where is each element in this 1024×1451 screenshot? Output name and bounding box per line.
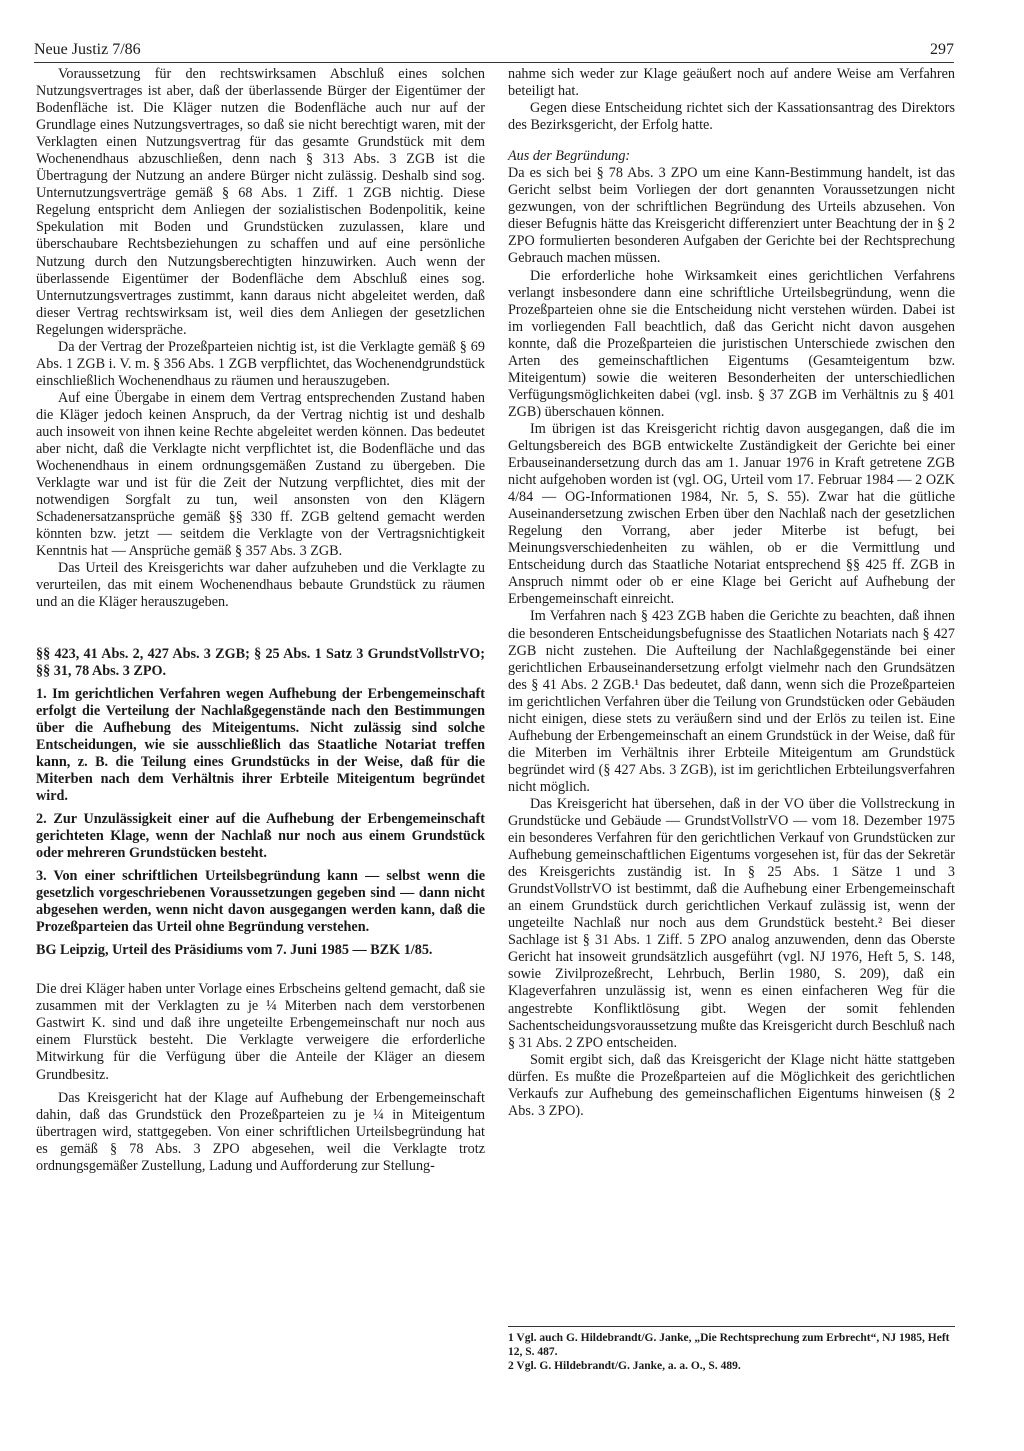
headnotes <box>36 686 485 960</box>
right-column <box>508 66 955 1120</box>
paragraph: Voraussetzung für den rechtswirksamen Abschluß eines solchen Nutzungsvertrages ist aber, daß der überlassende Bürger der Eigentümer der Bodenfläche ist. Die Kläger nutzen die Bodenfläche auch nur auf der Grundlage eines Nutzungsvertrages, so daß sie nicht berechtigt waren, mit der Verklagten einen Nutzungsvertrag für das gesamte Grundstück mit dem Wochenendhaus abzuschließen, denn nach § 313 Abs. 3 ZGB ist die Übertragung der Nutzung an andere Bürger nicht zulässig. Deshalb sind sog. Unternutzungsverträge gemäß § 68 Abs. 1 Ziff. 1 ZGB nichtig. Diese Regelung entspricht dem Anliegen der sozialistischen Bodenpolitik, keine Spekulation mit Boden und Grundstücken zuzulassen, klare und überschaubare Rechtsbeziehungen zu schaffen und auf eine persönliche Nutzung durch den Nutzungsberechtigten hinzuwirken. Auch wenn der überlassende Eigentümer der Bodenfläche dem Abschluß eines sog. Unternutzungsvertrages zustimmt, kann daraus nicht abgeleitet werden, daß dieser Vertrag rechtswirksam ist, weil dies dem Anliegen der gesetzlichen Regelungen widerspräche. <box>36 66 485 338</box>
headnote-3: 3. Von einer schriftlichen Urteilsbegründung kann — selbst wenn die gesetzlich vorgeschriebenen Voraussetzungen gegeben sind — dann nicht abgesehen werden, wenn nicht davon ausgegangen werden kann, daß die Prozeßparteien das Urteil ohne Begründung verstehen. <box>36 868 485 936</box>
paragraph: Im übrigen ist das Kreisgericht richtig davon ausgegangen, daß die im Geltungsbereich des BGB entwickelte Zuständigkeit der Gerichte bei einer Erbauseinandersetzung durch das am 1. Januar 1976 in Kraft getretene ZGB nicht aufgehoben worden ist (vgl. OG, Urteil vom 17. Februar 1984 — 2 OZK 4/84 — OG-Informationen 1984, Nr. 5, S. 55). Zwar hat die gütliche Auseinandersetzung zwischen Erben über den Nachlaß nach der gesetzlichen Regelung den Vorrang, aber jeder Miterbe ist befugt, bei Meinungsverschiedenheiten zu wählen, ob er die Vermittlung und Entscheidung durch das Staatliche Notariat entsprechend §§ 425 ff. ZGB in Anspruch nimmt oder ob er eine Klage bei Gericht auf Aufhebung der Erbengemeinschaft einreicht. <box>508 420 955 608</box>
paragraph: Im Verfahren nach § 423 ZGB haben die Gerichte zu beachten, daß ihnen die besonderen Entscheidungsbefugnisse des Staatlichen Notariats nach § 427 ZGB nicht zustehen. Die Aufteilung der Nachlaßgegenstände bei einer gerichtlichen Erbauseinandersetzung erfolgt vielmehr nach den Grundsätzen des § 41 Abs. 2 ZGB.¹ Das bedeutet, daß dann, wenn sich die Prozeßparteien im gerichtlichen Verfahren über die Teilung von Grundstücken oder Gebäuden nicht einigen, diese stets zu veräußern sind und der Erlös zu teilen ist. Eine Aufhebung der Erbengemeinschaft an einem Grundstück in der Weise, daß für die Miterben im Verhältnis ihrer Erbteile Miteigentum am Grundstück begründet wird (§ 427 Abs. 3 ZGB), ist im gerichtlichen Erbteilungsverfahren nicht möglich. <box>508 608 955 795</box>
paragraph: Das Urteil des Kreisgerichts war daher aufzuheben und die Verklagte zu verurteilen, das mit einem Wochenendhaus bebaute Grundstück zu räumen und an die Kläger herauszugeben. <box>36 560 485 611</box>
section-heading: §§ 423, 41 Abs. 2, 427 Abs. 3 ZGB; § 25 Abs. 1 Satz 3 GrundstVollstrVO; §§ 31, 78 Abs. 3 ZPO. <box>36 645 485 679</box>
footnote-2: 2 Vgl. G. Hildebrandt/G. Janke, a. a. O., S. 489. <box>508 1360 741 1372</box>
page-header <box>34 40 954 63</box>
footnotes <box>508 1326 955 1373</box>
left-column <box>36 66 485 1175</box>
paragraph: Da der Vertrag der Prozeßparteien nichtig ist, ist die Verklagte gemäß § 69 Abs. 1 ZGB i. V. m. § 356 Abs. 1 ZGB verpflichtet, das Wochenendgrundstück einschließlich Wochenendhaus zu räumen und herauszugeben. <box>36 338 485 389</box>
headnote-2: 2. Zur Unzulässigkeit einer auf die Aufhebung der Erbengemeinschaft gerichteten Klage, wenn der Nachlaß nur noch aus einem Grundstück oder mehreren Grundstücken besteht. <box>36 810 485 862</box>
paragraph: Die drei Kläger haben unter Vorlage eines Erbscheins geltend gemacht, daß sie zusammen mit der Verklagten zu je ¼ Miterben nach dem verstorbenen Gastwirt K. sind und daß ihre ungeteilte Erbengemeinschaft nur noch aus einem Flurstück besteht. Die Verklagte verweigere die erforderliche Mitwirkung für die Verfügung über die Anteile der Kläger an diesem Grundbesitz. <box>36 981 485 1083</box>
journal-issue: Neue Justiz 7/86 <box>34 41 141 58</box>
paragraph: nahme sich weder zur Klage geäußert noch auf andere Weise am Verfahren beteiligt hat. <box>508 66 955 100</box>
reasons-heading: Aus der Begründung: <box>508 148 631 165</box>
paragraph: Das Kreisgericht hat der Klage auf Aufhebung der Erbengemeinschaft dahin, daß das Grundstück den Prozeßparteien zu je ¼ in Miteigentum übertragen wird, stattgegeben. Von einer schriftlichen Urteilsbegründung hat es gemäß § 78 Abs. 3 ZPO abgesehen, weil die Verklagte trotz ordnungsgemäßer Zustellung, Ladung und Aufforderung zur Stellung- <box>36 1089 485 1174</box>
paragraph: Auf eine Übergabe in einem dem Vertrag entsprechenden Zustand haben die Kläger jedoch keinen Anspruch, da der Vertrag nichtig ist und deshalb auch insoweit von ihnen keine Rechte abgeleitet werden können. Das bedeutet aber nicht, daß die Verklagte nicht verpflichtet ist, die Bodenfläche und das Wochenendhaus in einem ordnungsgemäßen Zustand zu übergeben. Die Verklagte war und ist für die Zeit der Nutzung verpflichtet, dies mit der notwendigen Sorgfalt zu tun, weil ansonsten von den Klägern Schadenersatzansprüche gemäß §§ 330 ff. ZGB geltend gemacht werden könnten bzw. jetzt — seitdem die Verklagte von der Vertragsnichtigkeit Kenntnis hat — Ansprüche gemäß § 357 Abs. 3 ZGB. <box>36 389 485 560</box>
page-number: 297 <box>930 41 954 58</box>
paragraph: Da es sich bei § 78 Abs. 3 ZPO um eine Kann-Bestimmung handelt, ist das Gericht selbst beim Vorliegen der dort genannten Voraussetzungen nicht gezwungen, von der schriftlichen Begründung des Urteils abzusehen. Von dieser Befugnis hätte das Kreisgericht differenziert unter Beachtung der in § 2 ZPO formulierten besonderen Aufgaben der Gerichte bei der Rechtsprechung Gebrauch machen müssen. <box>508 165 955 267</box>
headnote-1: 1. Im gerichtlichen Verfahren wegen Aufhebung der Erbengemeinschaft erfolgt die Verteilung der Nachlaßgegenstände nach den Bestimmungen über die Aufhebung des Miteigentums. Nicht zulässig sind solche Entscheidungen, wie sie ausschließlich das Staatliche Notariat treffen kann, z. B. die Teilung eines Grundstücks in der Weise, daß für die Miterben nach dem Verhältnis ihrer Erbteile Miteigentum begründet wird. <box>36 685 485 804</box>
footnote-1: 1 Vgl. auch G. Hildebrandt/G. Janke, „Die Rechtsprechung zum Erbrecht“, NJ 1985, Heft 12, S. 487. <box>508 1332 950 1358</box>
paragraph: Das Kreisgericht hat übersehen, daß in der VO über die Vollstreckung in Grundstücke und Gebäude — GrundstVollstrVO — vom 18. Dezember 1975 ein besonderes Verfahren für den gerichtlichen Verkauf von Grundstücken zur Aufhebung gemeinschaftlichen Eigentums vorgesehen ist, für das der Sekretär des Kreisgerichts zuständig ist. In § 25 Abs. 1 Sätze 1 und 3 GrundstVollstrVO ist bestimmt, daß die Aufhebung einer Erbengemeinschaft an einem Grundstück durch gerichtlichen Verkauf zulässig ist, wenn der ungeteilte Nachlaß nur noch aus dem Grundstück besteht.² Bei dieser Sachlage ist § 31 Abs. 1 Ziff. 5 ZPO analog anzuwenden, denn das Oberste Gericht hat insoweit grundsätzlich ausgeführt (vgl. NJ 1976, Heft 5, S. 148, sowie Zivilprozeßrecht, Lehrbuch, Berlin 1980, S. 209), daß ein Klageverfahren unzulässig ist, wenn es einen einfacheren Weg für die angestrebte Konfliktlösung gibt. Wegen der somit fehlenden Sachentscheidungsvoraussetzung mußte das Kreisgericht durch Beschluß nach § 31 Abs. 2 ZPO entscheiden. <box>508 795 955 1051</box>
paragraph: Gegen diese Entscheidung richtet sich der Kassationsantrag des Direktors des Bezirksgericht, der Erfolg hatte. <box>508 100 955 134</box>
court-citation: BG Leipzig, Urteil des Präsidiums vom 7. Juni 1985 — BZK 1/85. <box>36 942 433 959</box>
paragraph: Somit ergibt sich, daß das Kreisgericht der Klage nicht hätte stattgeben dürfen. Es mußte die Prozeßparteien auf die Möglichkeit des gerichtlichen Verkaufs zur Aufhebung des gemeinschaflichen Eigentums hinweisen (§ 2 Abs. 3 ZPO). <box>508 1051 955 1119</box>
paragraph: Die erforderliche hohe Wirksamkeit eines gerichtlichen Verfahrens verlangt insbesondere dann eine schriftliche Urteilsbegründung, wenn die Prozeßparteien ohne sie die Entscheidung nicht verstehen würden. Dabei ist im vorliegenden Fall beachtlich, daß das Gericht nicht davon ausgehen konnte, daß die Prozeßparteien die juristischen Unterschiede zwischen den Arten des gemeinschaftlichen Eigentums (Gesamteigentum bzw. Miteigentum) sowie die weiteren Besonderheiten der unterschiedlichen Verfügungsmöglichkeiten dabei (vgl. insb. § 37 ZGB im Verhältnis zu § 401 ZGB) überschauen können. <box>508 267 955 420</box>
